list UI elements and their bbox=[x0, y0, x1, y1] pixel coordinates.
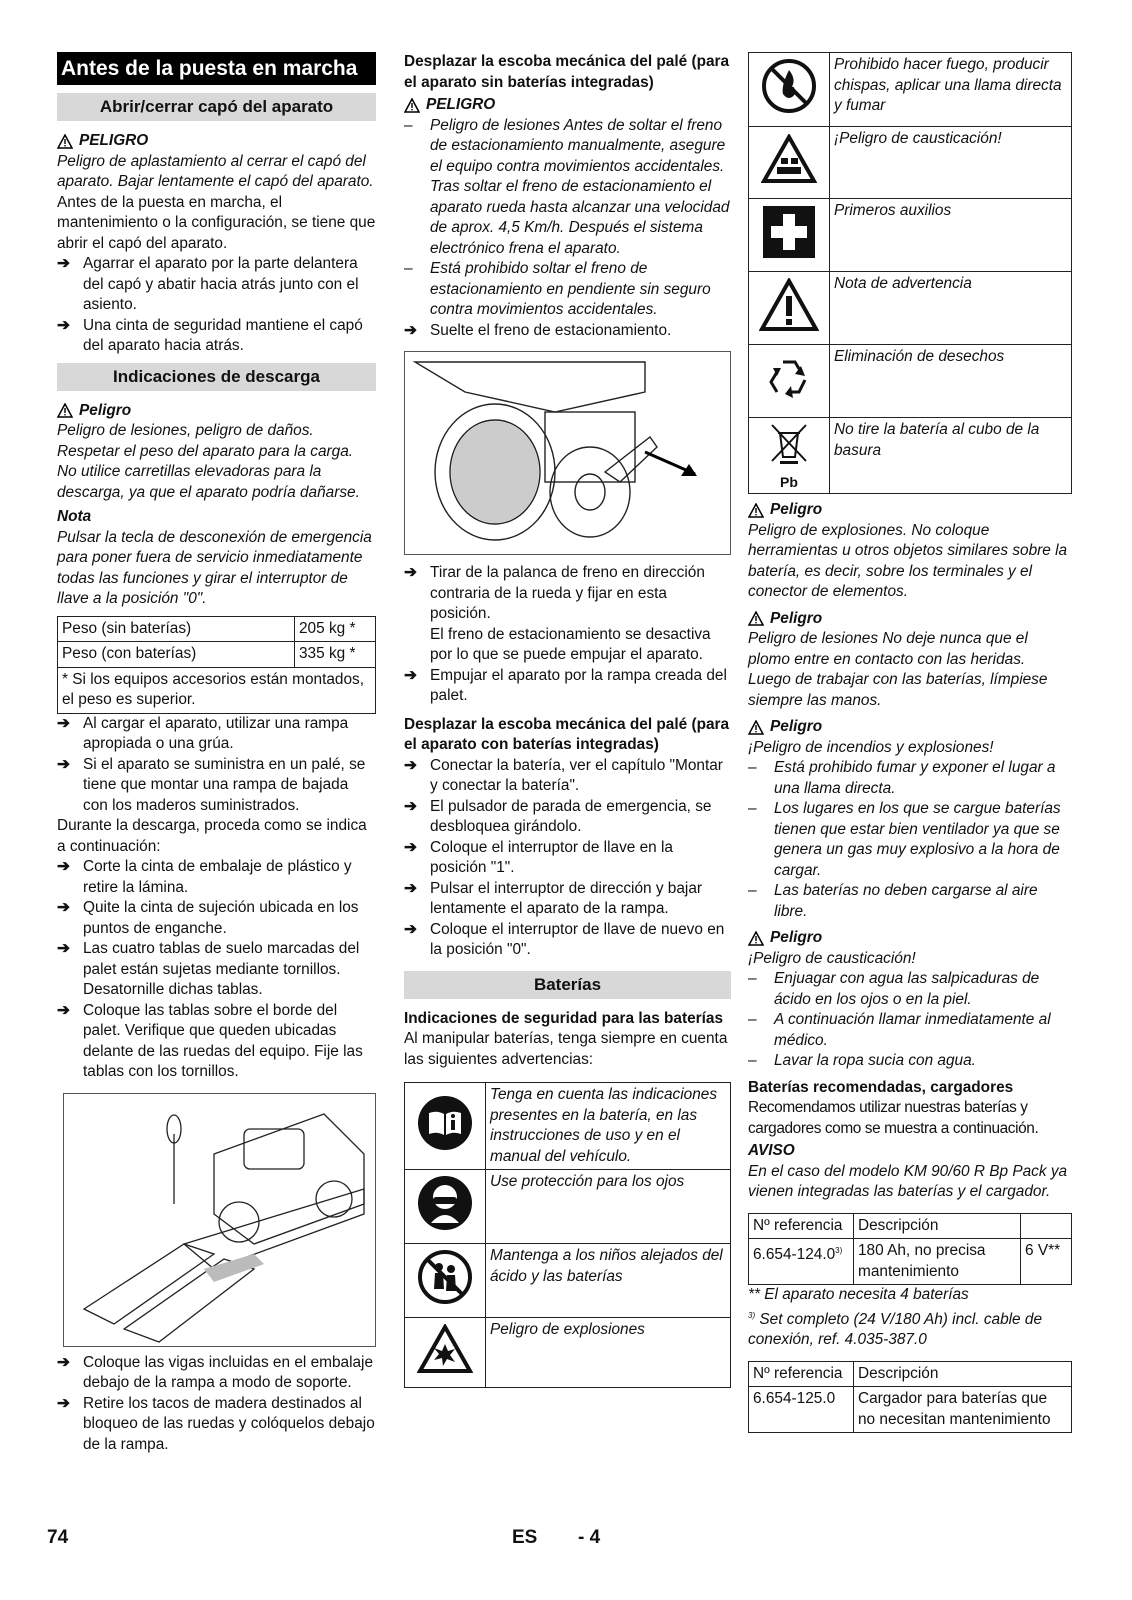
danger-text: Peligro de lesiones No deje nunca que el plomo entre en contacto con las heridas. Luego de trabajar con las baterías, límpiese siempre las manos. bbox=[748, 630, 1048, 709]
warning-icon bbox=[748, 503, 764, 518]
warning-icon bbox=[748, 720, 764, 735]
charger-table bbox=[748, 1361, 1072, 1434]
subheading: Baterías recomendadas, cargadores bbox=[748, 1078, 1014, 1096]
table-row: Nº referencia Descripción bbox=[749, 1213, 1072, 1239]
table-row: Peligro de explosiones bbox=[405, 1318, 731, 1388]
section-heading: Abrir/cerrar capó del aparato bbox=[57, 93, 376, 121]
danger-text: Peligro de aplastamiento al cerrar el capó del aparato. Bajar lentamente el capó del aparato. bbox=[57, 152, 374, 190]
warning-icon bbox=[748, 611, 764, 626]
no-bin-icon bbox=[766, 421, 812, 467]
arrow-icon: ➔ bbox=[57, 316, 70, 334]
paragraph: Al manipular baterías, tenga siempre en cuenta las siguientes advertencias: bbox=[404, 1030, 728, 1068]
table-row: Mantenga a los niños alejados del ácido y las baterías bbox=[405, 1244, 731, 1318]
table-row: Prohibido hacer fuego, producir chispas, aplicar una llama directa y fumar bbox=[749, 53, 1072, 127]
keep-children-away-icon bbox=[417, 1249, 473, 1305]
arrow-icon: ➔ bbox=[404, 666, 417, 684]
table-row: Peso (con baterías) 335 kg * bbox=[58, 642, 376, 668]
arrow-icon: ➔ bbox=[404, 564, 417, 581]
arrow-icon: ➔ bbox=[57, 858, 70, 875]
arrow-icon: ➔ bbox=[404, 756, 417, 774]
recycle-icon bbox=[761, 350, 817, 406]
step-item: ➔ Conectar la batería, ver el capítulo "Montar y conectar la batería". bbox=[404, 756, 731, 797]
arrow-icon: ➔ bbox=[404, 920, 417, 938]
dash-item: – Está prohibido soltar el freno de estacionamiento en pendiente sin seguro contra movimientos accidentales. bbox=[404, 260, 711, 318]
arrow-icon: ➔ bbox=[57, 940, 70, 957]
step-item: ➔ Suelte el freno de estacionamiento. bbox=[404, 321, 731, 342]
corrosive-icon bbox=[761, 134, 817, 184]
dash-item: – A continuación llamar inmediatamente al médico. bbox=[748, 1011, 1051, 1049]
danger-label: Peligro bbox=[748, 928, 1072, 949]
paragraph: El freno de estacionamiento se desactiva por lo que se puede empujar el aparato. bbox=[430, 625, 711, 663]
step-item: ➔ Retire los tacos de madera destinados al bloqueo de las ruedas y colóquelos debajo de la rampa. bbox=[57, 1394, 376, 1456]
dash-item: – Los lugares en los que se cargue baterías tienen que estar bien ventilador ya que se genera un gas muy explosivo a la hora de cargar. bbox=[748, 800, 1061, 879]
table-row: Pb No tire la batería al cubo de la basura bbox=[749, 418, 1072, 494]
danger-text: Peligro de lesiones, peligro de daños. Respetar el peso del aparato para la carga. No utilice carretillas elevadoras para la descarga, ya que el aparato podría dañarse. bbox=[57, 422, 360, 501]
danger-text: Peligro de explosiones. No coloque herramientas u otros objetos similares sobre la batería, es decir, sobre los terminales y el conector de elementos. bbox=[748, 521, 1068, 600]
step-item: ➔ Coloque las vigas incluidas en el embalaje debajo de la rampa a modo de soporte. bbox=[57, 1353, 376, 1394]
danger-label: Peligro bbox=[748, 500, 1072, 521]
footnote: ** El aparato necesita 4 baterías bbox=[748, 1286, 969, 1303]
step-item: ➔ Agarrar el aparato por la parte delantera del capó y abatir hacia atrás junto con el asiento. bbox=[57, 254, 376, 316]
column-left bbox=[57, 52, 376, 1455]
danger-label: Peligro bbox=[748, 609, 1072, 630]
warning-icon bbox=[759, 278, 819, 332]
table-row: 6.654-125.0 Cargador para baterías que no necesitan mantenimiento bbox=[749, 1387, 1072, 1433]
column-right bbox=[748, 52, 1072, 1433]
danger-text: ¡Peligro de incendios y explosiones! bbox=[748, 738, 994, 756]
subheading: Indicaciones de seguridad para las baterías bbox=[404, 1009, 724, 1027]
page-number: 74 bbox=[47, 1527, 69, 1548]
step-item: ➔ Empujar el aparato por la rampa creada del palet. bbox=[404, 666, 731, 707]
column-middle bbox=[404, 52, 731, 1388]
table-row: 6.654-124.0$^{3)}$ 180 Ah, no precisa mantenimiento 6 V** bbox=[749, 1239, 1072, 1285]
dash-item: – Las baterías no deben cargarse al aire libre. bbox=[748, 882, 1038, 920]
paragraph: Recomendamos utilizar nuestras baterías y cargadores como se muestra a continuación. bbox=[748, 1099, 1039, 1137]
explosion-icon bbox=[417, 1324, 473, 1374]
language-code: ES bbox=[512, 1527, 538, 1548]
notice-label: AVISO bbox=[748, 1142, 795, 1159]
table-row: Nº referencia Descripción bbox=[749, 1361, 1072, 1387]
arrow-icon: ➔ bbox=[404, 838, 417, 856]
step-item: ➔ Pulsar el interruptor de dirección y bajar lentamente el aparato de la rampa. bbox=[404, 879, 731, 920]
arrow-icon: ➔ bbox=[57, 1001, 70, 1019]
note-label: Nota bbox=[57, 508, 92, 525]
first-aid-icon bbox=[761, 204, 817, 260]
unloading-illustration bbox=[63, 1093, 376, 1347]
pb-mark: Pb bbox=[780, 473, 798, 490]
chapter-title: Antes de la puesta en marcha bbox=[57, 52, 376, 85]
table-row: Nota de advertencia bbox=[749, 272, 1072, 345]
subheading: Desplazar la escoba mecánica del palé (para el aparato con baterías integradas) bbox=[404, 715, 730, 753]
warning-icon bbox=[57, 403, 73, 418]
step-item: ➔ El pulsador de parada de emergencia, se desbloquea girándolo. bbox=[404, 797, 731, 838]
danger-label: PELIGRO bbox=[57, 131, 376, 152]
arrow-icon: ➔ bbox=[404, 321, 417, 339]
sub-page: - 4 bbox=[578, 1527, 601, 1548]
paragraph: Antes de la puesta en marcha, el mantenimiento o la configuración, se tiene que abrir el capó del aparato. bbox=[57, 193, 376, 252]
table-row: * Si los equipos accesorios están montados, el peso es superior. bbox=[58, 667, 376, 713]
table-row: ¡Peligro de causticación! bbox=[749, 127, 1072, 199]
step-item: ➔ Coloque las tablas sobre el borde del palet. Verifique que queden ubicadas delante de las ruedas del equipo. Fije las tablas con los tornillos. bbox=[57, 1001, 376, 1083]
warning-icon bbox=[57, 134, 73, 149]
danger-text: ¡Peligro de causticación! bbox=[748, 949, 916, 967]
step-item: ➔ Tirar de la palanca de freno en dirección contraria de la rueda y fijar en esta posición. bbox=[404, 563, 731, 625]
danger-label: PELIGRO bbox=[404, 95, 731, 116]
table-row: Use protección para los ojos bbox=[405, 1170, 731, 1244]
table-row: Tenga en cuenta las indicaciones presentes en la batería, en las instrucciones de uso y en el manual del vehículo. bbox=[405, 1083, 731, 1170]
battery-table bbox=[748, 1213, 1072, 1286]
table-row: Peso (sin baterías) 205 kg * bbox=[58, 616, 376, 642]
step-item: ➔ Si el aparato se suministra en un palé, se tiene que montar una rampa de bajada con los maderos suministrados. bbox=[57, 755, 376, 817]
dash-item: – Lavar la ropa sucia con agua. bbox=[748, 1052, 976, 1069]
arrow-icon: ➔ bbox=[57, 714, 70, 732]
danger-label: Peligro bbox=[748, 717, 1072, 738]
pallet-ramp-drawing bbox=[64, 1094, 376, 1346]
note-text: Pulsar la tecla de desconexión de emergencia para poner fuera de servicio inmediatamente todas las funciones y girar el interruptor de llave a la posición "0". bbox=[57, 528, 372, 607]
warning-icon bbox=[748, 931, 764, 946]
manual-icon bbox=[417, 1095, 473, 1151]
step-item: ➔ Quite la cinta de sujeción ubicada en los puntos de enganche. bbox=[57, 898, 376, 939]
weight-table bbox=[57, 616, 376, 714]
arrow-icon: ➔ bbox=[404, 879, 417, 897]
section-heading: Baterías bbox=[404, 971, 731, 999]
step-item: ➔ Corte la cinta de embalaje de plástico y retire la lámina. bbox=[57, 857, 376, 898]
notice-text: En el caso del modelo KM 90/60 R Bp Pack ya vienen integradas las baterías y el cargador. bbox=[748, 1162, 1068, 1200]
dash-item: – Enjuagar con agua las salpicaduras de ácido en los ojos o en la piel. bbox=[748, 970, 1040, 1008]
step-item: ➔ Las cuatro tablas de suelo marcadas del palet están sujetas mediante tornillos. Desatornille dichas tablas. bbox=[57, 939, 376, 1001]
step-item: ➔ Una cinta de seguridad mantiene el capó del aparato hacia atrás. bbox=[57, 316, 376, 357]
arrow-icon: ➔ bbox=[57, 255, 70, 272]
dash-item: – Peligro de lesiones Antes de soltar el freno de estacionamiento manualmente, asegure el equipo contra movimientos accidentales. Tras soltar el freno de estacionamiento el aparato rueda hasta alcanzar una velocidad de aprox. 4,5 Km/h. Después el sistema electrónico frena el aparato. bbox=[404, 116, 730, 257]
section-heading: Indicaciones de descarga bbox=[57, 363, 376, 391]
footnote: $^{3)}$ Set completo (24 V/180 Ah) incl. cable de conexión, ref. 4.035-387.0 bbox=[748, 1310, 1043, 1349]
brake-illustration bbox=[404, 351, 731, 555]
step-item: ➔ Coloque el interruptor de llave de nuevo en la posición "0". bbox=[404, 920, 731, 961]
eye-protection-icon bbox=[417, 1175, 473, 1231]
paragraph: Durante la descarga, proceda como se indica a continuación: bbox=[57, 817, 367, 855]
step-item: ➔ Al cargar el aparato, utilizar una rampa apropiada o una grúa. bbox=[57, 714, 376, 755]
table-row: Eliminación de desechos bbox=[749, 345, 1072, 418]
warning-icon bbox=[404, 98, 420, 113]
arrow-icon: ➔ bbox=[57, 899, 70, 916]
step-item: ➔ Coloque el interruptor de llave en la posición "1". bbox=[404, 838, 731, 879]
danger-label: Peligro bbox=[57, 401, 376, 422]
arrow-icon: ➔ bbox=[57, 1394, 70, 1412]
battery-symbols-table-cont bbox=[748, 52, 1072, 494]
dash-item: – Está prohibido fumar y exponer el lugar a una llama directa. bbox=[748, 759, 1056, 797]
table-row: Primeros auxilios bbox=[749, 199, 1072, 272]
subheading: Desplazar la escoba mecánica del palé (para el aparato sin baterías integradas) bbox=[404, 53, 730, 91]
battery-symbols-table bbox=[404, 1082, 731, 1388]
brake-lever-drawing bbox=[405, 352, 730, 554]
arrow-icon: ➔ bbox=[57, 1353, 70, 1371]
arrow-icon: ➔ bbox=[404, 797, 417, 815]
arrow-icon: ➔ bbox=[57, 755, 70, 773]
no-fire-icon bbox=[761, 58, 817, 114]
